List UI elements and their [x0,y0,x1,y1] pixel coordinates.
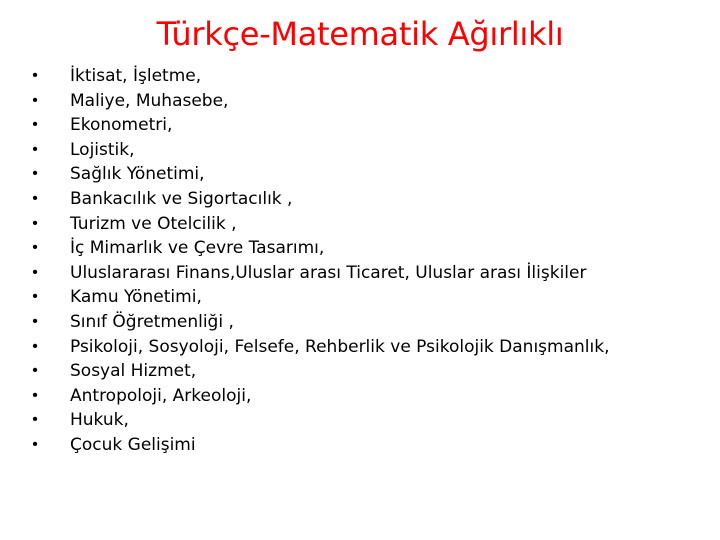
list-item [32,261,706,286]
list-item [32,187,706,212]
list-item [32,113,706,138]
bullet-icon: • [32,140,38,158]
list-item [32,236,706,261]
bullet-icon: • [32,165,38,183]
list-item-text: Sosyal Hizmet, [70,361,197,382]
list-item [32,359,706,384]
list-item [32,212,706,237]
bullet-icon: • [32,116,38,134]
list-item-text: Bankacılık ve Sigortacılık , [70,188,293,209]
list-item-text: Ekonometri, [70,115,173,136]
list-item-text: Hukuk, [70,410,129,431]
bullet-list [32,64,706,458]
list-item [32,384,706,409]
list-item-text: Maliye, Muhasebe, [70,90,229,111]
list-item-text: Kamu Yönetimi, [70,287,202,308]
list-item-text: Antropoloji, Arkeoloji, [70,385,252,406]
list-item-text: Psikoloji, Sosyoloji, Felsefe, Rehberlik ve Psikolojik Danışmanlık, [70,336,610,357]
bullet-icon: • [32,362,38,380]
list-item-text: Çocuk Gelişimi [70,434,196,455]
bullet-icon: • [32,386,38,404]
list-item [32,138,706,163]
list-item-text: Lojistik, [70,139,135,160]
list-item [32,64,706,89]
slide-title: Türkçe-Matematik Ağırlıklı [156,15,564,53]
bullet-icon: • [32,239,38,257]
list-item [32,162,706,187]
list-item-text: Sağlık Yönetimi, [70,164,205,185]
list-item-text: Turizm ve Otelcilik , [70,213,237,234]
list-item-text: Uluslararası Finans,Uluslar arası Ticaret, Uluslar arası İlişkiler [70,262,587,283]
list-item [32,408,706,433]
bullet-icon: • [32,337,38,355]
list-item-text: İktisat, İşletme, [70,66,202,86]
bullet-icon: • [32,312,38,330]
bullet-icon: • [32,435,38,453]
bullet-icon: • [32,189,38,207]
bullet-icon: • [32,91,38,109]
bullet-icon: • [32,67,38,84]
list-item-text: İç Mimarlık ve Çevre Tasarımı, [70,238,325,259]
bullet-icon: • [32,263,38,281]
list-item [32,310,706,335]
list-item [32,89,706,114]
list-item-text: Sınıf Öğretmenliği , [70,311,234,332]
bullet-icon: • [32,288,38,306]
list-item [32,285,706,310]
bullet-icon: • [32,214,38,232]
bullet-icon: • [32,411,38,429]
list-item [32,335,706,360]
list-item [32,433,706,458]
